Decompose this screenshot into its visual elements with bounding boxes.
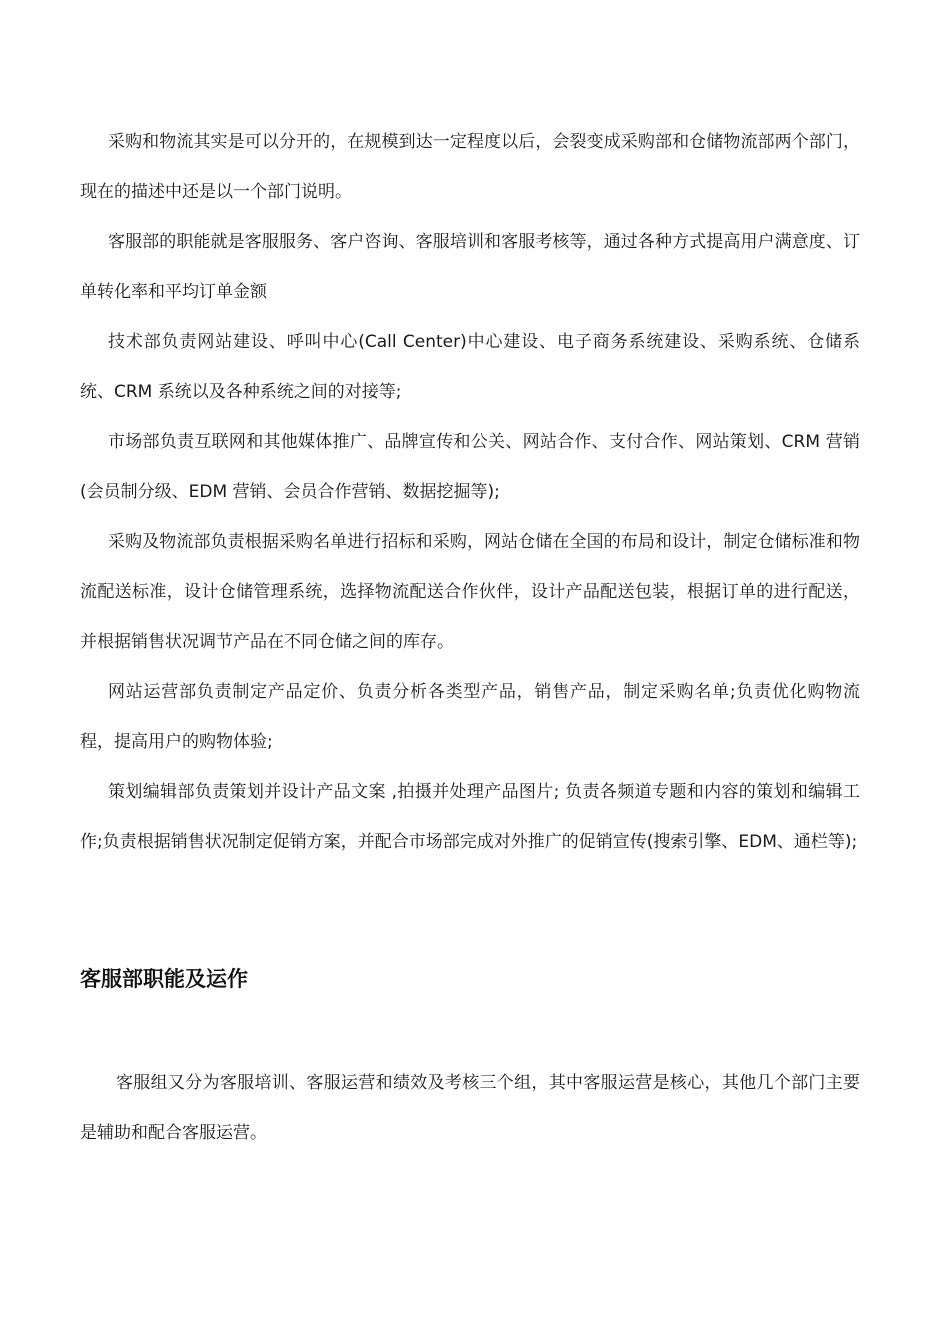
paragraph-technology: 技术部负责网站建设、呼叫中心(Call Center)中心建设、电子商务系统建设、采购系统、仓储系统、CRM 系统以及各种系统之间的对接等; — [80, 332, 860, 402]
paragraph-customer-service: 客服部的职能就是客服服务、客户咨询、客服培训和客服考核等，通过各种方式提高用户满意度、订单转化率和平均订单金额 — [80, 232, 860, 302]
body-text — [80, 117, 860, 867]
paragraph-procurement-logistics: 采购和物流其实是可以分开的，在规模到达一定程度以后，会裂变成采购部和仓储物流部两个部门，现在的描述中还是以一个部门说明。 — [80, 132, 860, 202]
paragraph-marketing: 市场部负责互联网和其他媒体推广、品牌宣传和公关、网站合作、支付合作、网站策划、CRM 营销(会员制分级、EDM 营销、会员合作营销、数据挖掘等); — [80, 432, 860, 502]
paragraph-planning-editing: 策划编辑部负责策划并设计产品文案 ,拍摄并处理产品图片; 负责各频道专题和内容的策划和编辑工作;负责根据销售状况制定促销方案，并配合市场部完成对外推广的促销宣传(搜索引擎、EDM、通栏等); — [80, 782, 860, 852]
section-heading: 客服部职能及运作 — [80, 967, 248, 991]
paragraph-purchasing-logistics: 采购及物流部负责根据采购名单进行招标和采购，网站仓储在全国的布局和设计，制定仓储标准和物流配送标准，设计仓储管理系统，选择物流配送合作伙伴，设计产品配送包装，根据订单的进行配送，并根据销售状况调节产品在不同仓储之间的库存。 — [80, 532, 860, 652]
paragraph-site-operations: 网站运营部负责制定产品定价、负责分析各类型产品，销售产品，制定采购名单;负责优化购物流程，提高用户的购物体验; — [80, 682, 860, 752]
paragraph-customer-service-groups: 客服组又分为客服培训、客服运营和绩效及考核三个组，其中客服运营是核心，其他几个部门主要是辅助和配合客服运营。 — [80, 1073, 860, 1143]
section-body — [80, 1058, 860, 1158]
